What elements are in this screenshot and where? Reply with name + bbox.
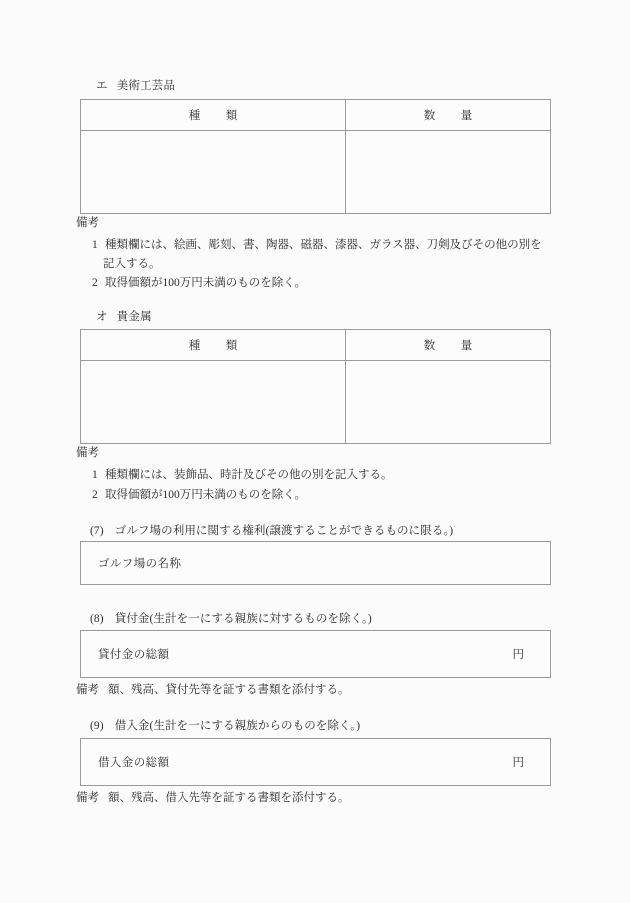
art-remarks-item-2 [92,275,306,291]
golf-course-name-box[interactable] [80,541,551,585]
section-heading-art [96,79,175,93]
loans-receivable-total-label: 貸付金の総額 [98,649,170,661]
golf-course-name-label: ゴルフ場の名称 [98,558,182,570]
section-marker-art: エ [96,80,108,92]
loans-payable-total-box[interactable] [80,738,551,786]
art-remarks-item-2-number: 2 [92,277,98,289]
precious-metal-remarks-item-1-line-1: 種類欄には、装飾品、時計及びその他の別を記入する。 [105,469,393,481]
paragraph-number-loans-payable: (9) [90,720,104,732]
art-table-cell-quantity[interactable] [345,131,550,214]
paragraph-heading-golf [90,524,453,538]
art-table-header-kind-label: 種 類 [188,110,245,122]
loans-receivable-remark [76,683,350,698]
precious-metal-remarks-item-1-number: 1 [92,469,98,481]
art-remarks-item-1-line-2: 記入する。 [103,258,161,270]
art-table [80,99,551,214]
loans-payable-remark-lead: 備考 [76,792,99,804]
art-table-cell-kind[interactable] [81,131,345,214]
paragraph-number-loans-receivable: (8) [90,613,104,625]
section-title-precious-metal: 貴金属 [116,311,152,323]
art-table-header-kind [81,100,345,130]
art-remarks-heading: 備考 [76,217,99,229]
precious-metal-table [80,329,551,444]
art-remarks-item-1-number: 1 [92,239,98,251]
art-remarks-item-1-line-1: 種類欄には、絵画、彫刻、書、陶器、磁器、漆器、ガラス器、刀剣及びその他の別を [105,239,542,251]
art-remarks-item-2-line-1: 取得価額が100万円未満のものを除く。 [105,277,307,289]
precious-metal-table-header-kind [81,330,345,360]
paragraph-title-loans-receivable: 貸付金(生計を一にする親族に対するものを除く。) [114,613,372,625]
loans-receivable-total-unit: 円 [512,649,524,661]
precious-metal-remarks-item-1 [92,467,393,483]
loans-payable-remark [76,791,350,806]
precious-metal-remarks-item-2-line-1: 取得価額が100万円未満のものを除く。 [105,489,307,501]
paragraph-heading-loans-receivable [90,612,372,626]
art-table-header-quantity [345,100,550,130]
loans-payable-total-label: 借入金の総額 [98,757,170,769]
precious-metal-table-header-quantity-label: 数 量 [423,340,480,352]
precious-metal-table-header-kind-label: 種 類 [188,340,245,352]
paragraph-title-golf: ゴルフ場の利用に関する権利(譲渡することができるものに限る。) [114,525,454,537]
paragraph-heading-loans-payable [90,719,360,733]
loans-receivable-remark-lead: 備考 [76,684,99,696]
section-title-art: 美術工芸品 [116,80,176,92]
section-marker-precious-metal: オ [96,311,108,323]
loans-payable-remark-text: 額、残高、借入先等を証する書類を添付する。 [108,792,350,804]
loans-receivable-remark-text: 額、残高、貸付先等を証する書類を添付する。 [108,684,350,696]
precious-metal-table-cell-kind[interactable] [81,361,345,444]
art-table-body-row [81,131,550,214]
art-table-header-quantity-label: 数 量 [423,110,480,122]
paragraph-title-loans-payable: 借入金(生計を一にする親族からのものを除く。) [114,720,361,732]
precious-metal-remarks-item-2 [92,487,306,503]
precious-metal-table-header-row [81,330,550,361]
precious-metal-table-body-row [81,361,550,444]
loans-payable-total-unit: 円 [512,757,524,769]
paragraph-number-golf: (7) [90,525,104,537]
precious-metal-table-cell-quantity[interactable] [345,361,550,444]
precious-metal-remarks-item-2-number: 2 [92,489,98,501]
precious-metal-remarks-heading: 備考 [76,447,99,459]
section-heading-precious-metal [96,310,152,324]
loans-receivable-total-box[interactable] [80,630,551,678]
precious-metal-table-header-quantity [345,330,550,360]
art-table-header-row [81,100,550,131]
art-remarks-item-1 [92,237,542,253]
